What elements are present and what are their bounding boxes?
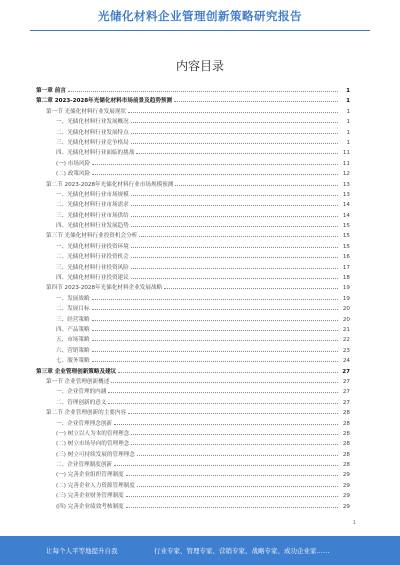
toc-entry-page: 24 (342, 358, 350, 365)
toc-leader-dots (128, 413, 338, 414)
toc-entry[interactable] (36, 138, 350, 148)
toc-entry[interactable] (36, 408, 350, 418)
toc-entry[interactable] (36, 325, 350, 335)
toc-leader-dots (118, 372, 338, 373)
toc-entry-page: 27 (342, 389, 350, 396)
toc-entry-label: 第二节 企业管理创新的主要内容 (46, 410, 127, 417)
toc-entry-page: 11 (342, 150, 350, 157)
toc-leader-dots (137, 486, 338, 487)
toc-entry-label: 四、产品策略 (56, 326, 90, 333)
toc-entry[interactable] (36, 335, 350, 345)
toc-entry-page: 15 (342, 223, 350, 230)
toc-entry-page: 29 (342, 503, 350, 510)
toc-entry[interactable] (36, 502, 350, 512)
toc-entry-label: 三、光储化材料行业市场供给 (56, 212, 129, 219)
toc-entry-label: 第二章 2023-2028年光储化材料市场前景及趋势预测 (36, 98, 173, 105)
toc-entry[interactable] (36, 107, 350, 117)
toc-entry[interactable] (36, 200, 350, 210)
toc-entry-page: 14 (342, 202, 350, 209)
toc-leader-dots (136, 153, 338, 154)
toc-entry[interactable] (36, 398, 350, 408)
toc-entry-label: 第二节 2023-2028年光储化材料行业市场规模预测 (46, 181, 174, 188)
toc-leader-dots (131, 278, 338, 279)
toc-entry[interactable] (36, 491, 350, 501)
toc-entry-label: 二、发展目标 (56, 306, 90, 313)
toc-entry-page: 18 (342, 275, 350, 282)
toc-entry-label: 四、光储化材料行业投资建议 (56, 275, 129, 282)
toc-entry-label: 第一章 前言 (36, 88, 66, 94)
toc-entry-page: 28 (342, 462, 350, 469)
toc-leader-dots (164, 288, 338, 289)
toc-entry-page: 29 (342, 472, 350, 479)
toc-entry[interactable] (36, 169, 350, 179)
toc-leader-dots (131, 122, 338, 123)
toc-entry-label: (一) 完善企业组织管理制度 (56, 472, 124, 479)
toc-entry-label: 四、光储化材料行业发展趋势 (56, 223, 129, 230)
toc-entry-label: 二、光储化材料行业投资机会 (56, 254, 129, 261)
toc-leader-dots (131, 143, 338, 144)
toc-entry[interactable] (36, 387, 350, 397)
toc-entry-label: 第一节 光储化材料行业发展现状 (46, 108, 127, 115)
toc-leader-dots (131, 205, 338, 206)
footer-experts-line: 行业专家、管理专家、营销专家、战略专家、成功企业家…… (154, 547, 330, 555)
toc-leader-dots (131, 226, 338, 227)
toc-leader-dots (131, 195, 338, 196)
toc-entry[interactable] (36, 148, 350, 158)
toc-entry[interactable] (36, 252, 350, 262)
toc-leader-dots (108, 392, 338, 393)
toc-leader-dots (114, 465, 338, 466)
toc-entry[interactable] (36, 242, 350, 252)
toc-entry-label: (二) 树立市场导向的管理理念 (56, 441, 130, 448)
toc-entry-page: 1 (346, 108, 350, 115)
toc-entry-label: 四、光储化材料行业面临的挑战 (56, 150, 135, 157)
toc-entry-page: 14 (342, 212, 350, 219)
toc-entry-page: 1 (346, 98, 350, 105)
toc-list (36, 86, 350, 512)
toc-entry-label: 一、企业管理的内涵 (56, 389, 107, 396)
toc-entry[interactable] (36, 450, 350, 460)
toc-entry[interactable] (36, 419, 350, 429)
toc-entry-page: 22 (342, 337, 350, 344)
toc-entry-label: 二、企业管理制度创新 (56, 462, 112, 469)
toc-leader-dots (92, 164, 338, 165)
toc-entry-page: 1 (346, 88, 350, 94)
toc-entry-label: (一) 树立以人为本的管理理念 (56, 430, 130, 437)
toc-leader-dots (126, 475, 338, 476)
toc-leader-dots (92, 299, 338, 300)
toc-entry-page: 12 (342, 171, 350, 178)
toc-entry-label: (二) 政策风险 (56, 171, 91, 178)
toc-entry-label: (二) 完善企业人力资源管理制度 (56, 482, 135, 489)
toc-entry-page: 29 (342, 482, 350, 489)
toc-leader-dots (131, 216, 338, 217)
toc-entry[interactable] (36, 263, 350, 273)
toc-entry-label: 三、经营策略 (56, 316, 90, 323)
toc-entry[interactable] (36, 315, 350, 325)
toc-entry-page: 20 (342, 316, 350, 323)
toc-entry-page: 15 (342, 243, 350, 250)
toc-leader-dots (92, 320, 338, 321)
toc-leader-dots (174, 101, 338, 102)
toc-entry-page: 13 (342, 191, 350, 198)
toc-entry[interactable] (36, 221, 350, 231)
toc-leader-dots (131, 434, 338, 435)
toc-entry-label: 二、光储化材料行业发展特点 (56, 129, 129, 136)
toc-leader-dots (131, 268, 338, 269)
toc-entry-label: 五、市场策略 (56, 337, 90, 344)
toc-entry-label: 一、光储化材料行业投资环境 (56, 243, 129, 250)
toc-leader-dots (131, 444, 338, 445)
toc-entry-label: 一、企业管理理念创新 (56, 420, 112, 427)
toc-entry[interactable] (36, 367, 350, 377)
toc-entry-page: 29 (342, 493, 350, 500)
toc-entry[interactable] (36, 346, 350, 356)
toc-entry[interactable] (36, 273, 350, 283)
toc-entry[interactable] (36, 190, 350, 200)
toc-entry-label: 三、光储化材料行业投资风险 (56, 264, 129, 271)
toc-leader-dots (92, 361, 338, 362)
toc-entry-page: 27 (342, 378, 350, 385)
toc-entry-label: 三、光储化材料行业竞争格局 (56, 139, 129, 146)
footer-slogan: 让每个人平等地提升自我 (46, 547, 118, 555)
toc-entry-page: 28 (342, 441, 350, 448)
toc-entry-page: 13 (342, 181, 350, 188)
toc-entry-label: 一、发展战略 (56, 295, 90, 302)
toc-leader-dots (137, 455, 338, 456)
toc-entry[interactable] (36, 128, 350, 138)
toc-entry-label: (四) 完善企业绩效考核制度 (56, 503, 124, 510)
toc-title: 内容目录 (175, 59, 224, 73)
toc-entry-label: (三) 完善企业财务管理制度 (56, 493, 124, 500)
toc-entry-label: 第四节 2023-2028年光储化材料企业发展战略 (46, 285, 163, 292)
toc-leader-dots (92, 309, 338, 310)
toc-leader-dots (131, 257, 338, 258)
toc-entry[interactable] (36, 356, 350, 366)
toc-leader-dots (68, 91, 338, 92)
toc-entry[interactable] (36, 377, 350, 387)
footer-bar (0, 536, 400, 565)
toc-entry-page: 28 (342, 420, 350, 427)
toc-entry-page: 1 (346, 139, 350, 146)
toc-entry[interactable] (36, 96, 350, 106)
report-header-title: 光储化材料企业管理创新策略研究报告 (98, 9, 302, 23)
page-number: 1 (352, 520, 356, 526)
toc-entry-page: 15 (342, 233, 350, 240)
toc-entry[interactable] (36, 159, 350, 169)
toc-entry[interactable] (36, 86, 350, 96)
toc-entry-page: 20 (342, 306, 350, 313)
toc-leader-dots (126, 496, 338, 497)
toc-leader-dots (92, 330, 338, 331)
toc-entry-page: 1 (346, 129, 350, 136)
toc-entry[interactable] (36, 180, 350, 190)
toc-entry-label: 二、光储化材料行业市场需求 (56, 202, 129, 209)
toc-leader-dots (128, 112, 338, 113)
toc-entry-page: 28 (342, 410, 350, 417)
toc-entry-label: 第三章 企业管理创新策略及建议 (36, 368, 117, 375)
toc-entry[interactable] (36, 429, 350, 439)
toc-entry[interactable] (36, 231, 350, 241)
toc-entry[interactable] (36, 294, 350, 304)
toc-entry-label: (三) 树立可持续发展的管理理念 (56, 451, 135, 458)
toc-leader-dots (131, 133, 338, 134)
toc-entry-page: 21 (342, 326, 350, 333)
toc-entry[interactable] (36, 460, 350, 470)
toc-entry-label: 六、营销策略 (56, 347, 90, 354)
toc-leader-dots (92, 351, 338, 352)
toc-leader-dots (139, 236, 338, 237)
toc-entry-page: 27 (342, 399, 350, 406)
toc-entry-label: 一、光储化材料行业市场规模 (56, 191, 129, 198)
toc-entry[interactable] (36, 117, 350, 127)
toc-leader-dots (175, 185, 338, 186)
toc-entry[interactable] (36, 283, 350, 293)
toc-entry-label: 第一节 企业管理创新概述 (46, 378, 110, 385)
toc-entry-page: 19 (342, 285, 350, 292)
header-divider (30, 30, 370, 31)
toc-entry[interactable] (36, 211, 350, 221)
toc-entry[interactable] (36, 481, 350, 491)
toc-leader-dots (111, 382, 338, 383)
toc-entry-page: 28 (342, 451, 350, 458)
toc-entry-page: 23 (342, 347, 350, 354)
toc-entry[interactable] (36, 304, 350, 314)
toc-entry-label: (一) 市场风险 (56, 160, 91, 167)
toc-leader-dots (92, 340, 338, 341)
toc-entry-label: 二、管理创新的意义 (56, 399, 107, 406)
toc-entry-page: 28 (342, 430, 350, 437)
toc-leader-dots (108, 403, 338, 404)
toc-entry-label: 一、光储化材料行业发展概况 (56, 119, 129, 126)
toc-entry-page: 27 (342, 368, 350, 375)
toc-entry[interactable] (36, 439, 350, 449)
toc-entry-page: 11 (342, 160, 350, 167)
toc-leader-dots (92, 174, 338, 175)
toc-entry-page: 17 (342, 264, 350, 271)
toc-leader-dots (126, 507, 338, 508)
toc-entry-page: 16 (342, 254, 350, 261)
toc-leader-dots (131, 247, 338, 248)
toc-leader-dots (114, 424, 338, 425)
toc-entry[interactable] (36, 470, 350, 480)
toc-entry-page: 1 (346, 119, 350, 126)
toc-entry-page: 19 (342, 295, 350, 302)
toc-entry-label: 七、服务策略 (56, 358, 90, 365)
toc-entry-label: 第三节 光储化材料行业投资机会分析 (46, 233, 138, 240)
